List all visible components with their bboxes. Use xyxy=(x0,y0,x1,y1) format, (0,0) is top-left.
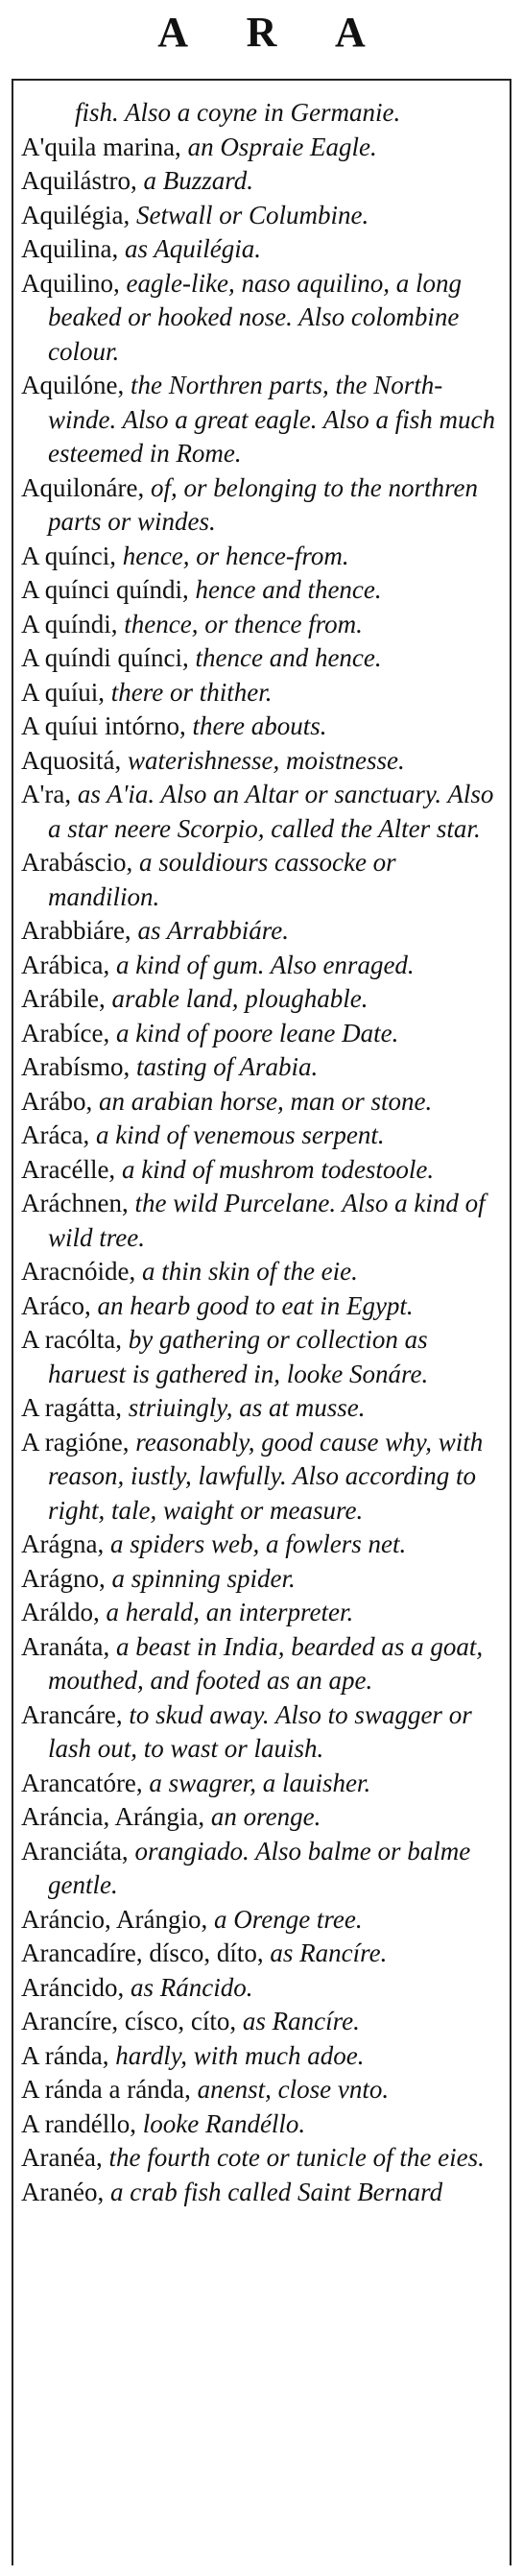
headword: Arágna, xyxy=(21,1529,105,1558)
definition: a Orenge tree. xyxy=(207,1904,363,1934)
dictionary-entry xyxy=(21,1903,501,1938)
dictionary-entry xyxy=(21,1698,501,1767)
definition: of, or belonging to the northren parts or windes. xyxy=(48,472,478,536)
headword: Arabbiáre, xyxy=(21,916,131,945)
dictionary-entry xyxy=(21,949,501,983)
headword: Aracnóide, xyxy=(21,1257,136,1286)
dictionary-entry xyxy=(21,1289,501,1324)
definition: a spinning spider. xyxy=(105,1563,296,1593)
definition: orangiado. Also balme or balme gentle. xyxy=(48,1836,471,1899)
dictionary-entry xyxy=(21,131,501,165)
headword: A'quila marina, xyxy=(21,132,181,161)
dictionary-entry xyxy=(21,1323,501,1391)
definition: as Rancíre. xyxy=(263,1938,388,1967)
page-header: A R A xyxy=(157,9,391,56)
dictionary-entry xyxy=(21,1767,501,1801)
definition: a kind of mushrom todestoole. xyxy=(115,1154,435,1184)
headword: Aracélle, xyxy=(21,1154,116,1184)
dictionary-entry xyxy=(21,1085,501,1119)
headword: A ragióne, xyxy=(21,1427,130,1457)
headword: A quínci quíndi, xyxy=(21,575,189,604)
definition: by gathering or collection as haruest is gathered in, looke Sonáre. xyxy=(48,1325,429,1388)
definition: as A'ia. Also an Altar or sanctuary. Also a star neere Scorpio, called the Alter star. xyxy=(48,780,494,843)
headword: Arábile, xyxy=(21,984,106,1013)
dictionary-entry xyxy=(21,1937,501,1971)
dictionary-entry xyxy=(21,1255,501,1289)
definition: arable land, ploughable. xyxy=(105,984,368,1013)
headword: Aranáta, xyxy=(21,1631,110,1661)
definition: an orenge. xyxy=(204,1802,321,1831)
headword: Aranéo, xyxy=(21,2177,105,2206)
dictionary-entry xyxy=(21,232,501,267)
headword: Arancatóre, xyxy=(21,1768,143,1797)
definition: looke Randéllo. xyxy=(135,2108,306,2138)
headword: Aráca, xyxy=(21,1120,90,1149)
top-rule xyxy=(12,79,511,81)
definition: thence, or thence from. xyxy=(117,609,363,638)
dictionary-entry xyxy=(21,846,501,914)
headword: A ránda, xyxy=(21,2040,109,2070)
dictionary-entry xyxy=(21,164,501,199)
headword: Arancáre, xyxy=(21,1699,123,1729)
dictionary-entry xyxy=(21,540,501,574)
definition: striuingly, as at musse. xyxy=(121,1393,366,1422)
definition: the fourth cote or tunicle of the eies. xyxy=(102,2143,485,2172)
definition: to skud away. Also to swagger or lash out, to wast or lauish. xyxy=(48,1699,472,1763)
headword: Arabáscio, xyxy=(21,848,133,877)
definition: a souldiours cassocke or mandilion. xyxy=(48,848,396,911)
headword: Aquilina, xyxy=(21,234,119,263)
dictionary-entry xyxy=(21,96,501,131)
definition: a kind of poore leane Date. xyxy=(109,1018,399,1047)
headword: Aquilóne, xyxy=(21,371,125,399)
dictionary-entry xyxy=(21,369,501,471)
definition: hardly, with much adoe. xyxy=(108,2040,365,2070)
headword: A randéllo, xyxy=(21,2108,136,2138)
definition: a swagrer, a lauisher. xyxy=(142,1768,371,1797)
headword: A quíui, xyxy=(21,677,106,707)
definition: a crab fish called Saint Bernard xyxy=(104,2177,443,2206)
right-rule xyxy=(510,79,511,2565)
definition: hence and thence. xyxy=(188,575,382,604)
headword: Arabísmo, xyxy=(21,1052,131,1081)
headword: Aráncio, Arángio, xyxy=(21,1904,208,1934)
definition: hence, or hence-from. xyxy=(116,541,349,570)
definition: the Northren parts, the North-winde. Also a great eagle. Also a fish much esteemed in Rome. xyxy=(48,371,495,468)
definition: the wild Purcelane. Also a kind of wild tree. xyxy=(48,1189,486,1252)
headword: Arábica, xyxy=(21,950,110,979)
dictionary-entry xyxy=(21,744,501,779)
dictionary-entry xyxy=(21,1426,501,1529)
headword: Aráncia, Arángia, xyxy=(21,1802,205,1831)
definition: reasonably, good cause why, with reason, iustly, lawfully. Also according to right, tale, waight or measure. xyxy=(48,1427,484,1525)
dictionary-entry xyxy=(21,1119,501,1153)
dictionary-entry xyxy=(21,2176,501,2210)
headword: Aquilástro, xyxy=(21,166,137,195)
headword: Aráchnen, xyxy=(21,1189,129,1217)
definition: thence and hence. xyxy=(188,643,382,672)
definition: anenst, close vnto. xyxy=(190,2075,390,2104)
dictionary-entry xyxy=(21,2107,501,2142)
headword: A ránda a ránda, xyxy=(21,2075,191,2104)
dictionary-entry xyxy=(21,2039,501,2074)
definition: waterishnesse, moistnesse. xyxy=(121,745,405,775)
definition: a Buzzard. xyxy=(136,166,254,195)
definition: as Ráncido. xyxy=(124,1972,253,2002)
definition: as Rancíre. xyxy=(236,2007,360,2035)
definition: fish. Also a coyne in Germanie. xyxy=(75,98,401,127)
dictionary-entry xyxy=(21,982,501,1017)
headword: Aranéa, xyxy=(21,2143,103,2172)
dictionary-entry xyxy=(21,778,501,846)
dictionary-entry xyxy=(21,267,501,370)
definition: as Arrabbiáre. xyxy=(131,916,289,945)
dictionary-entry xyxy=(21,1971,501,2006)
headword: Aranciáta, xyxy=(21,1836,129,1866)
headword: Aquilino, xyxy=(21,268,120,298)
definition: tasting of Arabia. xyxy=(130,1052,319,1081)
dictionary-entry xyxy=(21,2073,501,2107)
definition: Setwall or Columbine. xyxy=(130,200,369,229)
left-rule xyxy=(12,79,13,2565)
dictionary-entry xyxy=(21,1391,501,1426)
headword: Aquilégia, xyxy=(21,200,131,229)
definition: an arabian horse, man or stone. xyxy=(92,1086,433,1116)
dictionary-entry xyxy=(21,1050,501,1085)
headword: Aráldo, xyxy=(21,1598,100,1626)
headword: Arancíre, císco, cíto, xyxy=(21,2007,237,2035)
headword: Aráco, xyxy=(21,1290,91,1320)
headword: Arágno, xyxy=(21,1563,106,1593)
definition: a kind of gum. Also enraged. xyxy=(109,950,415,979)
headword: A racólta, xyxy=(21,1325,122,1354)
headword: A quíndi, xyxy=(21,609,118,638)
definition: a beast in India, bearded as a goat, mouthed, and footed as an ape. xyxy=(48,1631,484,1695)
headword: A quíndi quínci, xyxy=(21,643,189,672)
dictionary-entry xyxy=(21,914,501,949)
headword: A'ra, xyxy=(21,780,72,808)
headword: Aráncido, xyxy=(21,1972,125,2002)
dictionary-entry xyxy=(21,2005,501,2039)
headword: Arancadíre, dísco, díto, xyxy=(21,1938,264,1967)
definition: a thin skin of the eie. xyxy=(135,1257,358,1286)
headword: A ragátta, xyxy=(21,1393,122,1422)
dictionary-entry xyxy=(21,608,501,642)
definition: there or thither. xyxy=(105,677,273,707)
headword: A quínci, xyxy=(21,541,116,570)
definition: as Aquilégia. xyxy=(118,234,262,263)
dictionary-entry xyxy=(21,1017,501,1051)
dictionary-entry xyxy=(21,1596,501,1630)
dictionary-entry xyxy=(21,1800,501,1835)
dictionary-entry xyxy=(21,1835,501,1903)
dictionary-entry xyxy=(21,2141,501,2176)
dictionary-entry xyxy=(21,471,501,540)
dictionary-entry xyxy=(21,641,501,676)
definition: an hearb good to eat in Egypt. xyxy=(90,1290,414,1320)
headword: A quíui intórno, xyxy=(21,711,186,740)
definition: a kind of venemous serpent. xyxy=(89,1120,385,1149)
dictionary-entry xyxy=(21,676,501,710)
definition: eagle-like, naso aquilino, a long beaked or hooked nose. Also colombine colour. xyxy=(48,268,462,366)
headword: Aquositá, xyxy=(21,745,122,775)
definition: there abouts. xyxy=(185,711,327,740)
entry-list xyxy=(21,96,501,2209)
headword: Arábo, xyxy=(21,1086,93,1116)
dictionary-entry xyxy=(21,1630,501,1698)
definition: a spiders web, a fowlers net. xyxy=(104,1529,407,1558)
dictionary-entry xyxy=(21,199,501,233)
definition: an Ospraie Eagle. xyxy=(180,132,377,161)
dictionary-entry xyxy=(21,710,501,744)
headword: Aquilonáre, xyxy=(21,472,145,502)
headword: Arabíce, xyxy=(21,1018,110,1047)
dictionary-entry xyxy=(21,1187,501,1255)
dictionary-entry xyxy=(21,1562,501,1597)
dictionary-entry xyxy=(21,1153,501,1188)
dictionary-entry xyxy=(21,1528,501,1562)
dictionary-entry xyxy=(21,573,501,608)
definition: a herald, an interpreter. xyxy=(99,1598,354,1626)
